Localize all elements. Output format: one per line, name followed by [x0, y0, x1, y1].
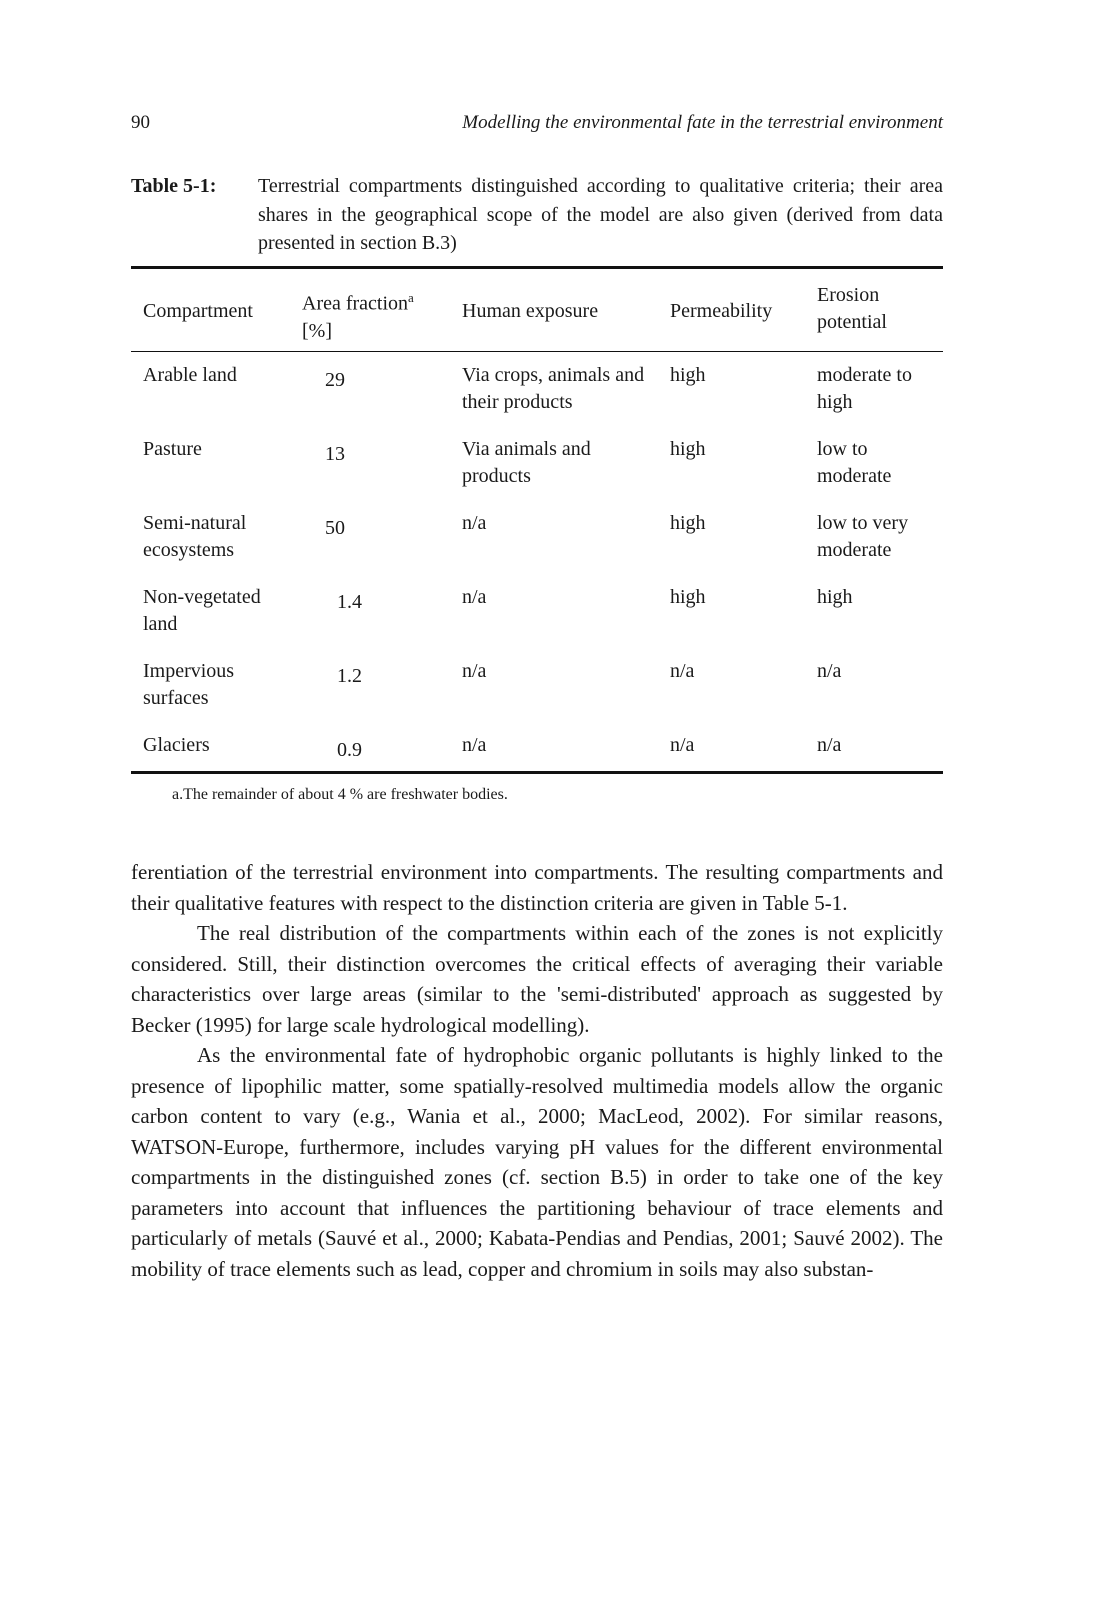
cell-permeability: high [670, 586, 706, 608]
cell-permeability: n/a [670, 660, 695, 682]
cell-exposure: n/a [462, 734, 487, 756]
cell-exposure: Via animals and products [462, 438, 591, 487]
cell-area: 13 [325, 443, 345, 465]
cell-compartment: Arable land [143, 364, 237, 386]
cell-erosion: high [817, 586, 853, 608]
cell-exposure: n/a [462, 586, 487, 608]
header-area-fraction-footnote-mark: a [408, 290, 414, 305]
table-bottom-rule [131, 771, 943, 774]
cell-permeability: high [670, 364, 706, 386]
cell-permeability: high [670, 512, 706, 534]
running-title: Modelling the environmental fate in the terrestrial environment [462, 112, 943, 133]
cell-erosion: n/a [817, 734, 842, 756]
cell-erosion: moderate to high [817, 364, 912, 413]
cell-compartment: Pasture [143, 438, 202, 460]
header-compartment: Compartment [143, 300, 253, 322]
caption-text: Terrestrial compartments distinguished according to qualitative criteria; their area shares in the geographical scope of the model are also given (derived from data presented in section B.3) [258, 175, 943, 254]
page-number: 90 [131, 112, 150, 133]
cell-erosion: low to very moderate [817, 512, 909, 561]
page-header [131, 112, 943, 142]
cell-compartment: Non-vegetated land [143, 586, 261, 635]
paragraph: The real distribution of the compartments within each of the zones is not explicitly considered. Still, their distinction overcomes the critical effects of averaging their variable characteristics over large areas (similar to the 'semi-distributed' approach as suggested by Becker (1995) for large scale hydrological modelling). [131, 921, 943, 1037]
cell-erosion: n/a [817, 660, 842, 682]
header-area-fraction-label: Area fraction [302, 292, 409, 315]
cell-area: 50 [325, 517, 345, 539]
cell-compartment: Glaciers [143, 734, 210, 756]
cell-permeability: n/a [670, 734, 695, 756]
paragraph: As the environmental fate of hydrophobic organic pollutants is highly linked to the presence of lipophilic matter, some spatially-resolved multimedia models allow the organic carbon content to vary (e.g., Wania et al., 2000; MacLeod, 2002). For similar reasons, WATSON-Europe, furthermore, includes varying pH values for the different environmental compartments in the distinguished zones (cf. section B.5) in order to take one of the key parameters into account that influences the partitioning behaviour of trace elements and particularly of metals (Sauvé et al., 2000; Kabata-Pendias and Pendias, 2001; Sauvé 2002). The mobility of trace elements such as lead, copper and chromium in soils may also substan- [131, 1043, 943, 1281]
cell-exposure: Via crops, animals and their products [462, 364, 645, 413]
table-header-rule [131, 351, 943, 352]
paragraph: ferentiation of the terrestrial environment into compartments. The resulting compartments and their qualitative features with respect to the distinction criteria are given in Table 5-1. [131, 860, 943, 915]
cell-compartment: Impervious surfaces [143, 660, 235, 709]
header-erosion-potential: Erosion potential [817, 284, 887, 333]
caption-label: Table 5-1: [131, 175, 217, 197]
cell-exposure: n/a [462, 512, 487, 534]
header-permeability: Permeability [670, 300, 773, 322]
cell-permeability: high [670, 438, 706, 460]
cell-area: 0.9 [337, 739, 362, 761]
header-area-unit: [%] [302, 319, 332, 342]
body-text [131, 857, 943, 1284]
cell-exposure: n/a [462, 660, 487, 682]
header-area-fraction [302, 284, 452, 345]
cell-area: 1.4 [337, 591, 362, 613]
cell-area: 1.2 [337, 665, 362, 687]
cell-erosion: low to moderate [817, 438, 892, 487]
table-footnote: a.The remainder of about 4 % are freshwater bodies. [172, 786, 508, 803]
cell-area: 29 [325, 369, 345, 391]
cell-compartment: Semi-natural ecosystems [143, 512, 247, 561]
header-human-exposure: Human exposure [462, 300, 599, 322]
table-top-rule [131, 266, 943, 269]
